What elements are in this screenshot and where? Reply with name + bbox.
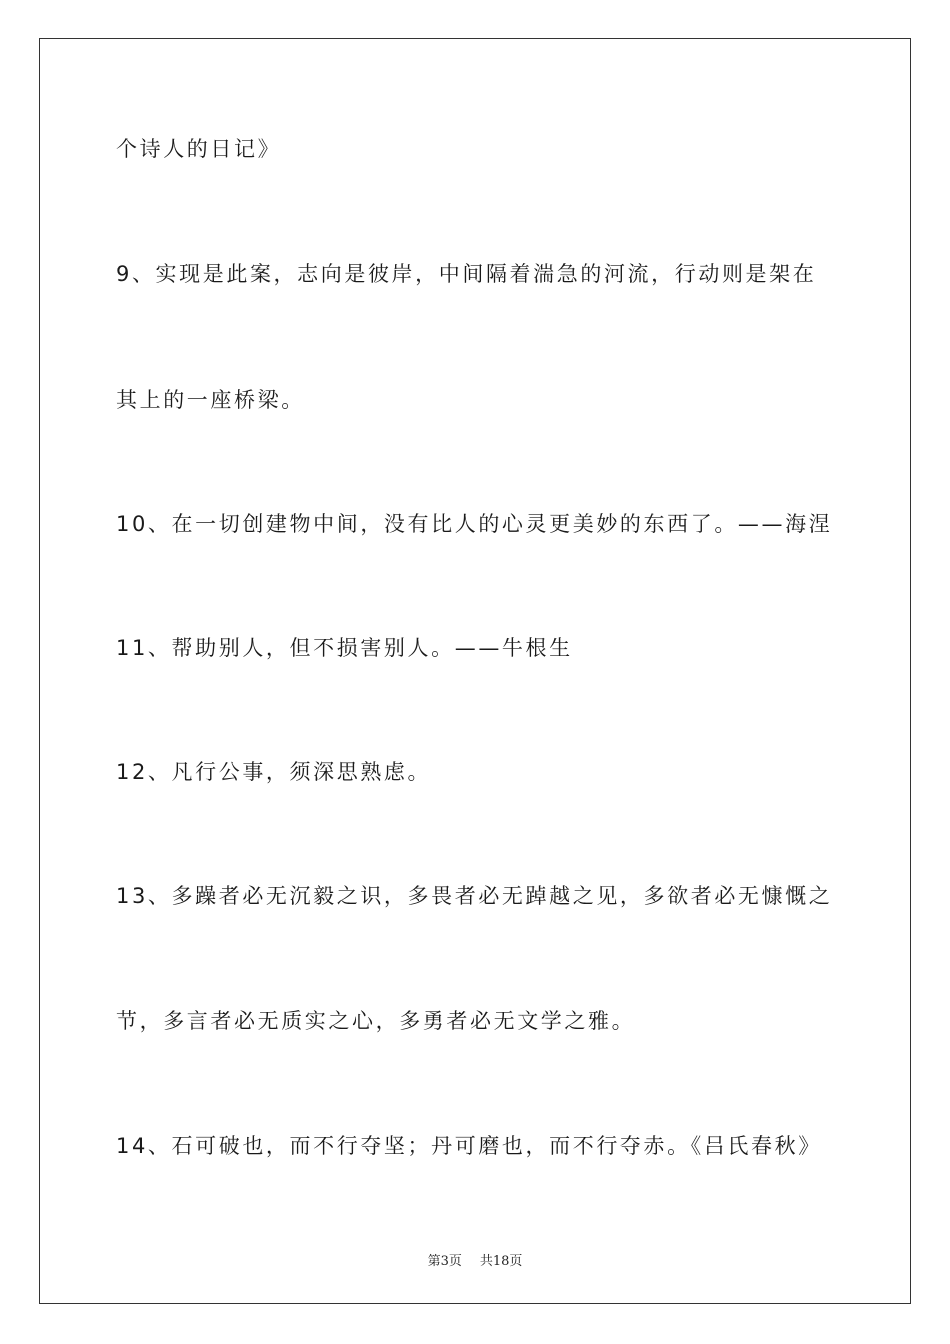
page-total: 共18页 — [479, 1254, 523, 1269]
page-footer — [0, 1250, 950, 1269]
text-line: 其上的一座桥梁。 — [116, 388, 305, 412]
text-line: 14、石可破也，而不行夺坚；丹可磨也，而不行夺赤。《吕氏春秋》 — [116, 1134, 822, 1158]
page-frame — [39, 38, 911, 1304]
text-line: 节，多言者必无质实之心，多勇者必无文学之雅。 — [116, 1009, 636, 1033]
text-line: 个诗人的日记》 — [116, 137, 282, 161]
text-line: 10、在一切创建物中间，没有比人的心灵更美妙的东西了。——海涅 — [116, 512, 833, 536]
text-line: 12、凡行公事，须深思熟虑。 — [116, 760, 432, 784]
text-line: 11、帮助别人，但不损害别人。——牛根生 — [116, 636, 573, 660]
text-line: 9、实现是此案，志向是彼岸，中间隔着湍急的河流，行动则是架在 — [116, 262, 817, 286]
text-line: 13、多躁者必无沉毅之识，多畏者必无踔越之见，多欲者必无慷慨之 — [116, 884, 833, 908]
page-number: 第3页 — [427, 1254, 462, 1269]
